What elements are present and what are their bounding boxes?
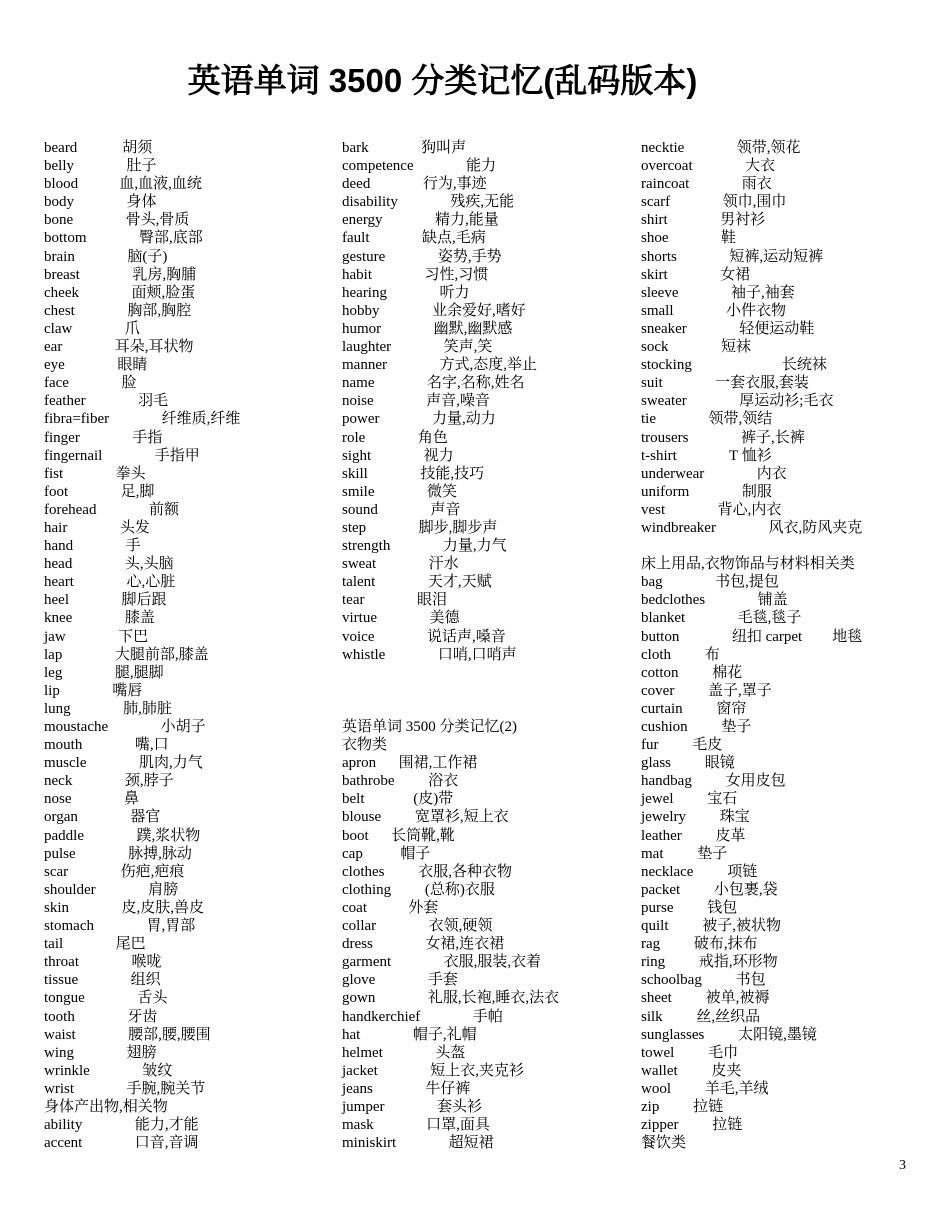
- word-list-column-2: [342, 139, 632, 1152]
- vocab-entry: cheek 面颊,脸蛋: [44, 284, 196, 301]
- vocab-entry: apron 围裙,工作裙: [342, 755, 478, 772]
- vocab-entry: forehead 前额: [44, 501, 179, 518]
- vocab-entry: sock 短袜: [641, 339, 751, 356]
- vocab-entry: fur 毛皮: [641, 737, 723, 754]
- vocab-entry: sunglasses 太阳镜,墨镜: [641, 1026, 817, 1043]
- vocab-entry: virtue 美德: [342, 610, 460, 627]
- vocab-entry: talent 天才,天赋: [342, 574, 492, 591]
- vocab-entry: throat 喉咙: [44, 954, 162, 971]
- vocab-entry: towel 毛巾: [641, 1044, 739, 1061]
- vocab-entry: gesture 姿势,手势: [342, 248, 502, 265]
- vocab-entry: wrist 手腕,腕关节: [44, 1080, 206, 1097]
- vocab-entry: button 纽扣 carpet 地毯: [641, 628, 863, 645]
- vocab-entry: feather 羽毛: [44, 393, 169, 410]
- vocab-entry: wrinkle 皱纹: [44, 1062, 173, 1079]
- vocab-entry: 身体产出物,相关物: [44, 1098, 168, 1115]
- vocab-entry: bark 狗叫声: [342, 140, 467, 156]
- vocab-entry: scar 伤疤,疤痕: [44, 863, 185, 880]
- vocab-entry: cloth 布: [641, 646, 720, 663]
- vocab-entry: glove 手套: [342, 972, 458, 989]
- vocab-entry: whistle 口哨,口哨声: [342, 646, 517, 663]
- vocab-entry: jacket 短上衣,夹克衫: [342, 1062, 525, 1079]
- vocab-entry: skin 皮,皮肤,兽皮: [44, 899, 205, 916]
- vocab-entry: accent 口音,音调: [44, 1135, 199, 1152]
- vocab-entry: noise 声音,噪音: [342, 393, 490, 410]
- vocab-entry: curtain 窗帘: [641, 700, 747, 717]
- vocab-entry: lung 肺,肺脏: [44, 700, 172, 717]
- vocab-entry: cap 帽子: [342, 845, 431, 862]
- vocab-entry: miniskirt 超短裙: [342, 1135, 494, 1152]
- word-list-column-3: [641, 139, 941, 1152]
- vocab-entry: gown 礼服,长袍,睡衣,法衣: [342, 990, 560, 1007]
- vocab-entry: ear 耳朵,耳状物: [44, 339, 194, 356]
- vocab-entry: power 力量,动力: [342, 411, 496, 428]
- vocab-entry: hearing 听力: [342, 284, 470, 301]
- vocab-entry: bone 骨头,骨质: [44, 212, 190, 229]
- vocab-entry: role 角色: [342, 429, 448, 446]
- vocab-entry: shoe 鞋: [641, 230, 736, 247]
- vocab-entry: silk 丝,丝织品: [641, 1008, 761, 1025]
- vocab-entry: habit 习性,习惯: [342, 266, 489, 283]
- vocab-entry: laughter 笑声,笑: [342, 339, 493, 356]
- vocab-entry: sound 声音: [342, 501, 461, 518]
- vocab-entry: skill 技能,技巧: [342, 465, 485, 482]
- vocab-entry: wool 羊毛,羊绒: [641, 1080, 769, 1097]
- vocab-entry: sweat 汗水: [342, 556, 459, 573]
- vocab-entry: quilt 被子,被状物: [641, 918, 782, 935]
- vocab-entry: sight 视力: [342, 447, 454, 464]
- vocab-entry: tie 领带,领结: [641, 411, 773, 428]
- vocab-entry: shorts 短裤,运动短裤: [641, 248, 824, 265]
- vocab-entry: skirt 女裙: [641, 266, 751, 283]
- vocab-entry: brain 脑(子): [44, 248, 168, 265]
- page-title: 英语单词 3500 分类记忆(乱码版本): [187, 62, 698, 99]
- vocab-entry: helmet 头盔: [342, 1044, 466, 1061]
- vocab-entry: jewel 宝石: [641, 791, 738, 808]
- vocab-entry: rag 破布,抹布: [641, 936, 758, 953]
- vocab-entry: trousers 裤子,长裤: [641, 429, 805, 446]
- vocab-entry: wallet 皮夹: [641, 1062, 742, 1079]
- vocab-entry: shoulder 肩膀: [44, 881, 179, 898]
- vocab-entry: blanket 毛毯,毯子: [641, 610, 802, 627]
- vocab-entry: mat 垫子: [641, 845, 728, 862]
- vocab-entry: neck 颈,脖子: [44, 773, 174, 790]
- vocab-entry: raincoat 雨衣: [641, 176, 772, 193]
- vocab-entry: breast 乳房,胸脯: [44, 266, 197, 283]
- vocab-entry: cotton 棉花: [641, 664, 743, 681]
- blank-line: [342, 664, 632, 682]
- vocab-entry: underwear 内衣: [641, 465, 787, 482]
- vocab-entry: manner 方式,态度,举止: [342, 357, 537, 374]
- vocab-entry: 英语单词 3500 分类记忆(2): [342, 719, 517, 735]
- vocab-entry: necklace 项链: [641, 863, 758, 880]
- vocab-entry: knee 膝盖: [44, 610, 155, 627]
- vocab-entry: mouth 嘴,口: [44, 737, 169, 754]
- vocab-entry: clothing (总称)衣服: [342, 881, 495, 898]
- vocab-entry: leather 皮革: [641, 827, 746, 844]
- vocab-entry: vest 背心,内衣: [641, 501, 782, 518]
- vocab-entry: 床上用品,衣物饰品与材料相关类: [641, 556, 855, 573]
- vocab-entry: small 小件衣物: [641, 302, 786, 319]
- vocab-entry: sweater 厚运动衫;毛衣: [641, 393, 834, 410]
- vocab-entry: 餐饮类: [641, 1135, 687, 1152]
- word-list-column-1: [44, 139, 334, 1152]
- vocab-entry: garment 衣服,服装,衣着: [342, 954, 542, 971]
- blank-line: [641, 537, 941, 555]
- vocab-entry: uniform 制服: [641, 483, 772, 500]
- vocab-entry: clothes 衣服,各种衣物: [342, 863, 512, 880]
- vocab-entry: ring 戒指,环形物: [641, 954, 778, 971]
- vocab-entry: zip 拉链: [641, 1098, 724, 1115]
- vocab-entry: blood 血,血液,血统: [44, 176, 202, 193]
- vocab-entry: stomach 胃,胃部: [44, 918, 196, 935]
- vocab-entry: tissue 组织: [44, 972, 161, 989]
- vocab-entry: schoolbag 书包: [641, 972, 766, 989]
- vocab-entry: dress 女裙,连衣裙: [342, 936, 505, 953]
- vocab-entry: cover 盖子,罩子: [641, 682, 772, 699]
- vocab-entry: belt (皮)带: [342, 791, 454, 808]
- vocab-entry: suit 一套衣服,套装: [641, 375, 809, 392]
- vocab-entry: sneaker 轻便运动鞋: [641, 320, 815, 337]
- blank-line: [342, 700, 632, 718]
- vocab-entry: jaw 下巴: [44, 628, 149, 645]
- vocab-entry: organ 器官: [44, 809, 161, 826]
- vocab-entry: 衣物类: [342, 737, 388, 754]
- vocab-entry: pulse 脉搏,脉动: [44, 845, 192, 862]
- vocab-entry: muscle 肌肉,力气: [44, 755, 203, 772]
- vocab-entry: bag 书包,提包: [641, 574, 779, 591]
- vocab-entry: bathrobe 浴衣: [342, 773, 459, 790]
- vocab-entry: deed 行为,事迹: [342, 176, 487, 193]
- vocab-entry: handkerchief 手帕: [342, 1008, 503, 1025]
- vocab-entry: collar 衣领,硬领: [342, 918, 493, 935]
- vocab-entry: chest 胸部,胸腔: [44, 302, 192, 319]
- vocab-entry: jewelry 珠宝: [641, 809, 750, 826]
- vocab-entry: hobby 业余爱好,嗜好: [342, 302, 526, 319]
- vocab-entry: hair 头发: [44, 519, 150, 536]
- vocab-entry: claw 爪: [44, 320, 140, 337]
- vocab-entry: foot 足,脚: [44, 483, 155, 500]
- vocab-entry: coat 外套: [342, 899, 439, 916]
- vocab-entry: fist 拳头: [44, 465, 146, 482]
- vocab-entry: moustache 小胡子: [44, 719, 206, 735]
- vocab-entry: tongue 舌头: [44, 990, 168, 1007]
- vocab-entry: finger 手指: [44, 429, 163, 446]
- vocab-entry: voice 说话声,嗓音: [342, 628, 506, 645]
- vocab-entry: jumper 套头衫: [342, 1098, 482, 1115]
- vocab-entry: necktie 领带,领花: [641, 140, 801, 156]
- vocab-entry: shirt 男衬衫: [641, 212, 766, 229]
- vocab-entry: bottom 臀部,底部: [44, 230, 203, 247]
- vocab-entry: windbreaker 风衣,防风夹克: [641, 519, 863, 536]
- vocab-entry: blouse 宽罩衫,短上衣: [342, 809, 509, 826]
- vocab-entry: waist 腰部,腰,腰围: [44, 1026, 211, 1043]
- vocab-entry: name 名字,名称,姓名: [342, 375, 525, 392]
- vocab-entry: sheet 被单,被褥: [641, 990, 770, 1007]
- vocab-entry: strength 力量,力气: [342, 538, 507, 555]
- vocab-entry: stocking 长统袜: [641, 357, 827, 374]
- vocab-entry: wing 翅膀: [44, 1044, 157, 1061]
- vocab-entry: step 脚步,脚步声: [342, 519, 498, 536]
- vocab-entry: mask 口罩,面具: [342, 1117, 490, 1134]
- vocab-entry: heel 脚后跟: [44, 592, 167, 609]
- vocab-entry: hand 手: [44, 538, 141, 555]
- vocab-entry: hat 帽子,礼帽: [342, 1026, 477, 1043]
- vocab-entry: tail 尾巴: [44, 936, 146, 953]
- vocab-entry: glass 眼镜: [641, 755, 735, 772]
- vocab-entry: t-shirt T 恤衫: [641, 447, 772, 464]
- vocab-entry: fault 缺点,毛病: [342, 230, 486, 247]
- vocab-entry: overcoat 大衣: [641, 158, 776, 175]
- vocab-entry: paddle 蹼,浆状物: [44, 827, 201, 844]
- vocab-entry: smile 微笑: [342, 483, 457, 500]
- vocab-entry: handbag 女用皮包: [641, 773, 786, 790]
- vocab-entry: jeans 牛仔裤: [342, 1080, 471, 1097]
- vocab-entry: body 身体: [44, 194, 157, 211]
- vocab-entry: nose 鼻: [44, 791, 139, 808]
- vocab-entry: belly 肚子: [44, 158, 157, 175]
- vocab-entry: zipper 拉链: [641, 1117, 743, 1134]
- vocab-entry: competence 能力: [342, 158, 497, 175]
- vocab-entry: tooth 牙齿: [44, 1008, 158, 1025]
- vocab-entry: bedclothes 铺盖: [641, 592, 788, 609]
- vocab-entry: disability 残疾,无能: [342, 194, 515, 211]
- vocab-entry: beard 胡须: [44, 140, 153, 156]
- vocab-entry: cushion 垫子: [641, 719, 752, 735]
- blank-line: [342, 682, 632, 700]
- vocab-entry: energy 精力,能量: [342, 212, 499, 229]
- vocab-entry: lap 大腿前部,膝盖: [44, 646, 209, 663]
- vocab-entry: boot 长筒靴,靴: [342, 827, 455, 844]
- vocab-entry: tear 眼泪: [342, 592, 447, 609]
- vocab-entry: scarf 领巾,围巾: [641, 194, 787, 211]
- vocab-entry: humor 幽默,幽默感: [342, 320, 513, 337]
- vocab-entry: packet 小包裹,袋: [641, 881, 778, 898]
- vocab-entry: head 头,头脑: [44, 556, 174, 573]
- vocab-entry: fibra=fiber 纤维质,纤维: [44, 411, 241, 428]
- vocab-entry: purse 钱包: [641, 899, 738, 916]
- page-number: 3: [899, 1158, 906, 1173]
- vocab-entry: fingernail 手指甲: [44, 447, 200, 464]
- vocab-entry: lip 嘴唇: [44, 682, 143, 699]
- vocab-entry: leg 腿,腿脚: [44, 664, 164, 681]
- vocab-entry: sleeve 袖子,袖套: [641, 284, 795, 301]
- vocab-entry: eye 眼睛: [44, 357, 148, 374]
- vocab-entry: face 脸: [44, 375, 137, 392]
- vocab-entry: ability 能力,才能: [44, 1117, 199, 1134]
- vocab-entry: heart 心,心脏: [44, 574, 176, 591]
